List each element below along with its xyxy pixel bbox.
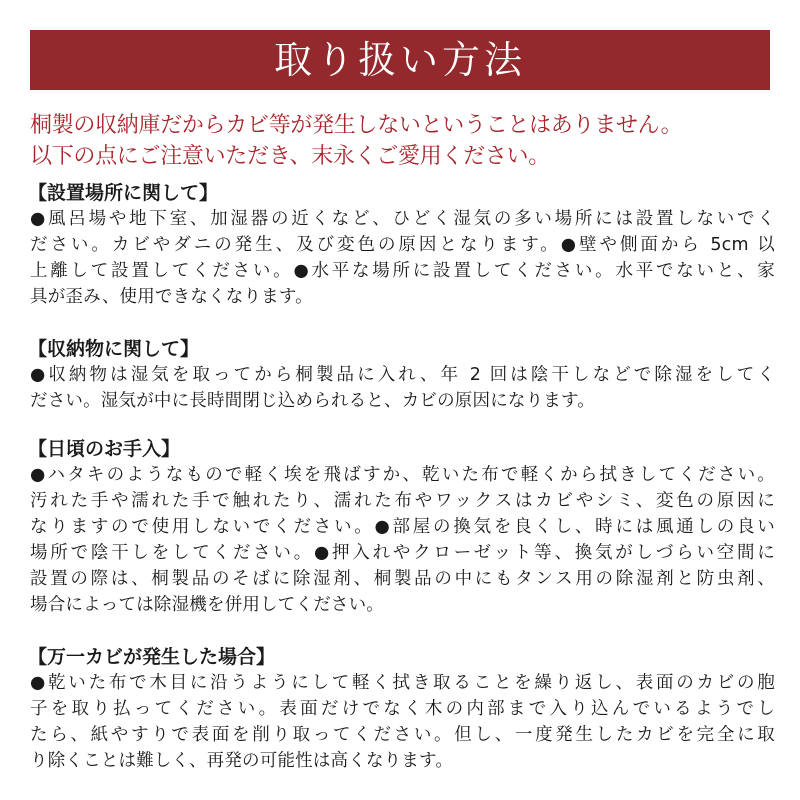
body-line: ださい。湿気が中に長時間閉じ込められると、カビの原因になります。 [30, 391, 595, 411]
section-body [30, 462, 775, 618]
body-line: 汚れた手や濡れた手で触れたり、濡れた布やワックスはカビやシミ、変色の原因に [30, 491, 775, 511]
section-mold-occurrence [30, 644, 775, 774]
body-line: 設置の際は、桐製品のそばに除湿剤、桐製品の中にもタンス用の除湿剤と防虫剤、 [30, 569, 775, 589]
body-line: ださい。カビやダニの発生、及び変色の原因となります。●壁や側面から 5cm 以 [30, 235, 775, 255]
section-installation-location [30, 180, 775, 310]
intro-notice [30, 110, 780, 172]
section-heading: 【万一カビが発生した場合】 [28, 646, 276, 668]
title-banner [30, 30, 770, 90]
body-line: なりますので使用しないでください。●部屋の換気を良くし、時には風通しの良い [30, 517, 775, 537]
body-line: 具が歪み、使用できなくなります。 [30, 287, 313, 307]
body-line: たら、紙やすりで表面を削り取ってください。但し、一度発生したカビを完全に取 [30, 725, 775, 745]
body-line: ●乾いた布で木目に沿うようにして軽く拭き取ることを繰り返し、表面のカビの胞 [30, 673, 775, 693]
section-body [30, 206, 775, 310]
section-heading: 【日頃のお手入】 [28, 438, 181, 460]
page-title: 取り扱い方法 [273, 38, 526, 82]
section-heading: 【収納物に関して】 [28, 338, 200, 360]
body-line: ●風呂場や地下室、加湿器の近くなど、ひどく湿気の多い場所には設置しないでく [30, 209, 775, 229]
body-line: ●収納物は湿気を取ってから桐製品に入れ、年 2 回は陰干しなどで除湿をしてく [30, 365, 775, 385]
body-line: 場合によっては除湿機を併用してください。 [30, 595, 384, 615]
section-heading: 【設置場所に関して】 [28, 182, 219, 204]
section-body [30, 670, 775, 774]
section-daily-care [30, 436, 775, 618]
body-line: 子を取り払ってください。表面だけでなく木の内部まで入り込んでいるようでし [30, 699, 775, 719]
body-line: ●ハタキのようなもので軽く埃を飛ばすか、乾いた布で軽くから拭きしてください。 [30, 465, 775, 485]
section-body [30, 362, 775, 414]
section-stored-items [30, 336, 775, 414]
intro-line: 桐製の収納庫だからカビ等が発生しないということはありません。 [30, 113, 683, 138]
intro-line: 以下の点にご注意いただき、末永くご愛用ください。 [30, 144, 550, 169]
body-line: 上離して設置してください。●水平な場所に設置してください。水平でないと、家 [30, 261, 775, 281]
body-line: 場所で陰干しをしてください。●押入れやクローゼット等、換気がしづらい空間に [30, 543, 775, 563]
body-line: り除くことは難しく、再発の可能性は高くなります。 [30, 751, 454, 771]
